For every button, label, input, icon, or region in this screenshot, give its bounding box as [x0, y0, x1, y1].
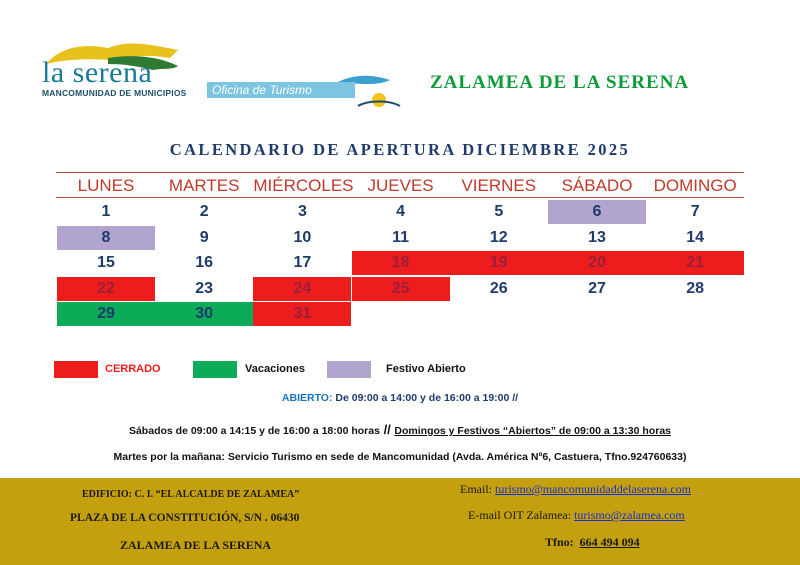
calendar-day: 6	[548, 200, 646, 224]
calendar-day: 19	[450, 251, 548, 275]
day-header: MIÉRCOLES	[253, 176, 354, 195]
calendar-day: 7	[690, 203, 700, 220]
legend-vacation-label: Vacaciones	[245, 363, 305, 375]
email-link[interactable]: turismo@mancomunidaddelaserena.com	[495, 482, 691, 496]
calendar-day: 29	[57, 302, 155, 326]
logo-sun	[372, 93, 386, 107]
calendar-day: 14	[686, 228, 705, 246]
day-header: DOMINGO	[653, 176, 737, 195]
footer-oit-line	[468, 508, 685, 523]
legend-closed-swatch	[54, 361, 98, 378]
weekend-hours	[0, 422, 800, 437]
town-title: ZALAMEA DE LA SERENA	[430, 72, 690, 93]
calendar-day: 11	[392, 228, 410, 246]
footer-email-line	[460, 482, 691, 497]
calendar-day: 26	[489, 279, 508, 297]
calendar-day: 12	[489, 228, 508, 246]
calendar-day: 25	[352, 277, 450, 301]
day-header: VIERNES	[461, 176, 537, 195]
calendar-header-rule	[56, 197, 744, 198]
day-header: SÁBADO	[561, 176, 633, 195]
calendar-day: 23	[195, 279, 214, 297]
oit-email-link[interactable]: turismo@zalamea.com	[574, 508, 685, 522]
footer-city: ZALAMEA DE LA SERENA	[120, 538, 272, 552]
calendar-day: 8	[57, 226, 155, 250]
calendar-title: CALENDARIO DE APERTURA DICIEMBRE 2025	[169, 140, 631, 159]
calendar-day: 30	[155, 302, 253, 326]
saturday-hours: Sábados de 09:00 a 14:15 y de 16:00 a 18:00 horas	[128, 425, 380, 437]
calendar-day: 15	[97, 254, 115, 271]
calendar-day: 18	[352, 251, 450, 275]
calendar-day: 9	[199, 228, 209, 246]
calendar-day: 24	[253, 277, 351, 301]
calendar-day: 21	[646, 251, 744, 275]
calendar-top-rule	[56, 172, 744, 173]
calendar-day: 13	[588, 228, 606, 246]
logo-subtitle: MANCOMUNIDAD DE MUNICIPIOS	[42, 88, 187, 98]
phone-number: 664 494 094	[579, 535, 640, 549]
legend-vacation-swatch	[193, 361, 237, 378]
calendar-day: 16	[195, 254, 214, 271]
tuesday-note: Martes por la mañana: Servicio Turismo en sede de Mancomunidad (Avda. América Nº6, Castuera, Tfno.924760633)	[113, 451, 687, 463]
day-header: MARTES	[168, 176, 240, 195]
calendar-day: 27	[588, 279, 606, 297]
oit-email-label: E-mail OIT Zalamea:	[468, 508, 575, 522]
calendar-day: 17	[293, 254, 312, 271]
day-header: LUNES	[77, 176, 135, 195]
calendar-day: 4	[396, 203, 406, 220]
legend-holiday-label: Festivo Abierto	[386, 363, 466, 375]
hours-separator: //	[379, 422, 395, 437]
legend-closed-label: CERRADO	[105, 363, 161, 375]
footer-address: PLAZA DE LA CONSTITUCIÓN, S/N . 06430	[70, 512, 300, 524]
legend-holiday-swatch	[327, 361, 371, 378]
phone-label: Tfno:	[545, 535, 574, 549]
calendar-day: 1	[101, 203, 111, 220]
sunday-hours: Domingos y Festivos “Abiertos” de 09:00 a 13:30 horas	[394, 425, 672, 437]
calendar-day: 3	[297, 203, 307, 220]
day-header: JUEVES	[367, 176, 434, 195]
calendar-day: 5	[494, 203, 504, 220]
open-hours	[0, 392, 800, 404]
calendar-day: 20	[548, 251, 646, 275]
calendar-day: 10	[293, 228, 312, 246]
logo-oficina: Oficina de Turismo	[212, 83, 312, 97]
open-text: De 09:00 a 14:00 y de 16:00 a 19:00 //	[332, 392, 519, 404]
footer-phone-line	[545, 535, 640, 550]
open-label: ABIERTO:	[281, 392, 333, 404]
calendar-day: 2	[199, 203, 209, 220]
calendar-day: 28	[686, 279, 705, 297]
calendar-day: 31	[253, 302, 351, 326]
footer-building: EDIFICIO: C. I. “EL ALCALDE DE ZALAMEA”	[82, 489, 300, 500]
logo-name: la serena	[42, 56, 153, 89]
email-label: Email:	[460, 482, 495, 496]
calendar-day: 22	[57, 277, 155, 301]
